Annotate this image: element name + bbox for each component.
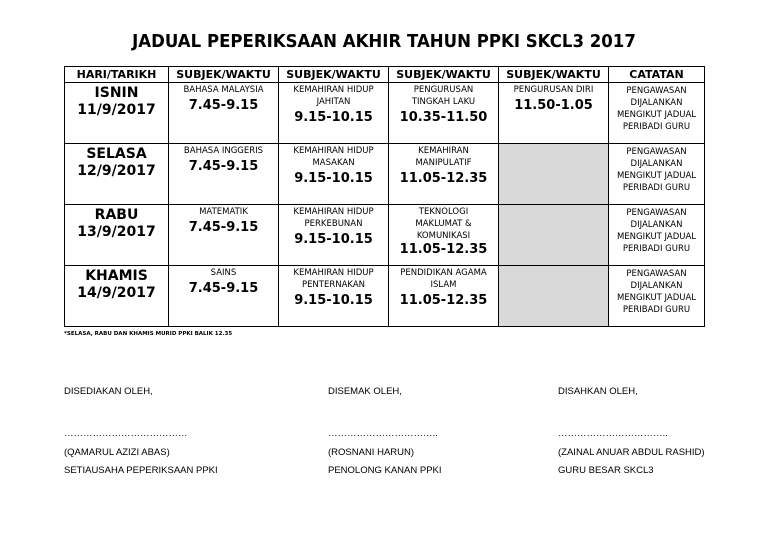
note-cell (609, 144, 705, 205)
empty-slot-cell (499, 205, 609, 266)
slot-cell (279, 144, 389, 205)
header-subjek-waktu-1: SUBJEK/WAKTU (169, 67, 279, 83)
header-catatan: CATATAN (609, 67, 705, 83)
slot-cell (169, 144, 279, 205)
slot-time: 10.35-11.50 (399, 110, 488, 125)
note-cell (609, 83, 705, 144)
day-name: KHAMIS (85, 268, 148, 284)
signature-3-dots: …………………………….. (558, 428, 668, 439)
signature-2-dots: …………………………….. (328, 428, 438, 439)
slot-subject: BAHASA INGGERIS (183, 146, 264, 156)
slot-cell (279, 205, 389, 266)
signature-1-position: SETIAUSAHA PEPERIKSAAN PPKI (64, 465, 218, 476)
day-name: SELASA (86, 146, 147, 162)
signature-1-heading: DISEDIAKAN OLEH, (64, 386, 153, 397)
slot-time: 7.45-9.15 (188, 159, 259, 174)
exam-schedule-table (64, 66, 705, 327)
note-text: PENGAWASAN DIJALANKAN MENGIKUT JADUAL PERIBADI GURU (616, 208, 697, 254)
signature-3-position: GURU BESAR SKCL3 (558, 465, 654, 476)
slot-subject: MATEMATIK (199, 207, 248, 217)
slot-subject: PENGURUSAN TINGKAH LAKU (411, 85, 476, 107)
day-cell (65, 266, 169, 327)
table-row (65, 205, 705, 266)
document-title: JADUAL PEPERIKSAAN AKHIR TAHUN PPKI SKCL3 2017 (132, 31, 636, 52)
day-date: 12/9/2017 (77, 163, 156, 179)
slot-subject: SAINS (210, 268, 237, 278)
empty-slot-cell (499, 266, 609, 327)
slot-time: 9.15-10.15 (294, 293, 373, 308)
slot-cell (279, 83, 389, 144)
slot-cell (169, 205, 279, 266)
slot-cell (279, 266, 389, 327)
slot-cell (389, 266, 499, 327)
day-name: ISNIN (94, 85, 139, 101)
signature-2-heading: DISEMAK OLEH, (328, 386, 402, 397)
signature-3-heading: DISAHKAN OLEH, (558, 386, 638, 397)
slot-cell (389, 83, 499, 144)
table-row (65, 144, 705, 205)
slot-cell (169, 83, 279, 144)
signature-1-name: (QAMARUL AZIZI ABAS) (64, 447, 170, 458)
slot-subject: KEMAHIRAN HIDUP JAHITAN (293, 85, 374, 107)
slot-subject: TEKNOLOGI MAKLUMAT & KOMUNIKASI (415, 207, 472, 241)
header-hari-tarikh: HARI/TARIKH (65, 67, 169, 83)
slot-time: 7.45-9.15 (188, 281, 259, 296)
slot-time: 11.05-12.35 (399, 171, 488, 186)
signature-1-dots: ………………………………… (64, 428, 188, 439)
slot-subject: BAHASA MALAYSIA (183, 85, 264, 95)
footnote: *SELASA, RABU DAN KHAMIS MURID PPKI BALIK 12.35 (64, 331, 233, 337)
day-date: 14/9/2017 (77, 285, 156, 301)
empty-slot-cell (499, 144, 609, 205)
slot-cell (389, 205, 499, 266)
signature-2-position: PENOLONG KANAN PPKI (328, 465, 442, 476)
header-subjek-waktu-2: SUBJEK/WAKTU (279, 67, 389, 83)
note-text: PENGAWASAN DIJALANKAN MENGIKUT JADUAL PERIBADI GURU (616, 147, 697, 193)
table-row (65, 83, 705, 144)
slot-subject: PENDIDIKAN AGAMA ISLAM (400, 268, 487, 290)
slot-time: 9.15-10.15 (294, 232, 373, 247)
day-date: 13/9/2017 (77, 224, 156, 240)
header-subjek-waktu-4: SUBJEK/WAKTU (499, 67, 609, 83)
day-name: RABU (94, 207, 139, 223)
slot-time: 9.15-10.15 (294, 171, 373, 186)
slot-subject: KEMAHIRAN HIDUP PENTERNAKAN (293, 268, 374, 290)
table-row (65, 266, 705, 327)
slot-subject: KEMAHIRAN HIDUP PERKEBUNAN (293, 207, 374, 229)
slot-subject: KEMAHIRAN MANIPULATIF (415, 146, 472, 168)
slot-cell (169, 266, 279, 327)
note-text: PENGAWASAN DIJALANKAN MENGIKUT JADUAL PERIBADI GURU (616, 269, 697, 315)
slot-time: 9.15-10.15 (294, 110, 373, 125)
note-cell (609, 205, 705, 266)
slot-subject: PENGURUSAN DIRI (513, 85, 594, 95)
day-date: 11/9/2017 (77, 102, 156, 118)
slot-subject: KEMAHIRAN HIDUP MASAKAN (293, 146, 374, 168)
slot-time: 7.45-9.15 (188, 98, 259, 113)
day-cell (65, 83, 169, 144)
day-cell (65, 205, 169, 266)
slot-cell (499, 83, 609, 144)
signature-2-name: (ROSNANI HARUN) (328, 447, 415, 458)
signature-3-name: (ZAINAL ANUAR ABDUL RASHID) (558, 447, 705, 458)
slot-time: 11.05-12.35 (399, 293, 488, 308)
note-cell (609, 266, 705, 327)
slot-time: 7.45-9.15 (188, 220, 259, 235)
slot-cell (389, 144, 499, 205)
slot-time: 11.05-12.35 (399, 242, 488, 257)
slot-time: 11.50-1.05 (514, 98, 593, 113)
note-text: PENGAWASAN DIJALANKAN MENGIKUT JADUAL PERIBADI GURU (616, 86, 697, 132)
table-header-row (65, 67, 705, 83)
day-cell (65, 144, 169, 205)
header-subjek-waktu-3: SUBJEK/WAKTU (389, 67, 499, 83)
